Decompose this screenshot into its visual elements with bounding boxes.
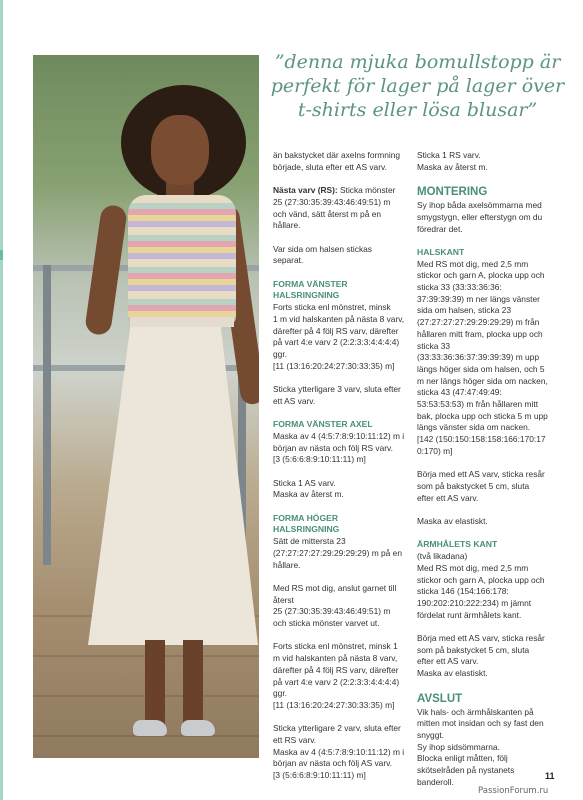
loafer-shoe [181, 720, 215, 736]
paragraph: Börja med ett AS varv, sticka resår som på bakstycket 5 cm, sluta efter ett AS varv. [417, 469, 545, 503]
paragraph: Forts sticka enl mönstret, minsk 1 m vid halskanten på nästa 8 varv, därefter på 4 följ RS varv, därefter på vart 4:e varv 2 (2:2:3:3:4:4:4:4) ggr. [11 (13:16:20:24:27:30:33:35) m] [273, 302, 405, 371]
section-heading: FORMA HÖGER HALSRINGNING [273, 512, 340, 535]
quote-line: t-shirts eller lösa blusar” [297, 99, 538, 121]
paragraph: Sätt de mittersta 23 (27:27:27:27:29:29:29:29) m på en hållare. [273, 536, 402, 570]
section-heading: HALSKANT [417, 246, 465, 257]
watermark: PassionForum.ru [478, 786, 549, 796]
paragraph: Var sida om halsen stickas separat. [273, 243, 372, 266]
paragraph: Sticka 1 AS varv. Maska av återst m. [273, 477, 344, 500]
section-heading: FORMA VÄNSTER HALSRINGNING [273, 278, 348, 301]
page-edge-marker [0, 250, 3, 260]
paragraph: Sy ihop båda axelsömmarna med smygstygn, eller efterstygn om du föredrar det. [417, 200, 543, 234]
paragraph: Nästa varv (RS): Sticka mönster 25 (27:30:35:39:43:46:49:51) m och vänd, sätt återst m på en hållare. [273, 185, 396, 231]
railing-post [43, 265, 51, 565]
paragraph: än bakstycket där axelns formning började, sluta efter ett AS varv. [273, 150, 401, 172]
fair-isle-top [128, 195, 236, 325]
section-heading: FORMA VÄNSTER AXEL [273, 419, 373, 430]
paragraph: Med RS mot dig, med 2,5 mm stickor och garn A, plocka upp och sticka 33 (33:33:36:36: 37:39:39:39) m ner längs vänster sida om halsen, sticka 23 (27:27:27:27:29:29:29:29) m från hållaren mitt fram, plocka upp och sticka 33 (33:33:36:36:37:39:39:39) m upp längs höger sida om halsen, och 5 m ner längs höger sida om nacken, sticka 43 (47:47:49:49: 53:53:53:53) m från hållaren mitt bak, plocka upp och sticka 5 m upp längs vänster sida om nacken. [142 (150:150:158:158:166:170:17 0:170) m] [417, 258, 548, 456]
paragraph: Sticka ytterligare 3 varv, sluta efter ett AS varv. [273, 384, 401, 406]
model-leg [145, 640, 165, 725]
top-ribbed-hem [130, 317, 234, 327]
page-number: 11 [545, 771, 555, 781]
loafer-shoe [133, 720, 167, 736]
text-column-right [417, 150, 553, 800]
model-skirt [88, 325, 258, 645]
section-title: MONTERING [417, 186, 488, 199]
paragraph: (två likadana) Med RS mot dig, med 2,5 mm stickor och garn A, plocka upp och sticka 146 (154:166:178: 190:202:210:222:234) m jämnt fördelat runt ärmhålets kant. [417, 551, 545, 620]
page-edge-stripe [0, 0, 3, 800]
section-heading: ÄRMHÅLETS KANT [417, 539, 498, 550]
paragraph: Maska av 4 (4:5:7:8:9:10:11:12) m i början av nästa och följ RS varv. [3 (5:6:6:8:9:10:11:11) m] [273, 430, 405, 465]
paragraph: Sticka ytterligare 2 varv, sluta efter ett RS varv. Maska av 4 (4:5:7:8:9:10:11:12) m i början av nästa och följ AS varv. [3 (5:6:6:8:9:10:11:11) m] [273, 723, 405, 781]
model-face [151, 115, 209, 185]
row-label: Nästa varv (RS): [273, 185, 338, 196]
text-column-left [273, 150, 407, 794]
quote-line: ”denna mjuka bomullstopp är [274, 51, 561, 73]
quote-line: perfekt för lager på lager över [270, 75, 565, 97]
paragraph: Forts sticka enl mönstret, minsk 1 m vid halskanten på nästa 8 varv, därefter på 4 följ RS varv, därefter på vart 4:e varv 2 (2:2:3:3:4:4:4:4) ggr. [11 (13:16:20:24:27:30:33:35) m] [273, 641, 400, 710]
paragraph: Börja med ett AS varv, sticka resår som på bakstycket 5 cm, sluta efter ett AS varv. Maska av elastiskt. [417, 633, 545, 679]
section-title: AVSLUT [417, 692, 463, 705]
paragraph: Vik hals- och ärmhålskanten på mitten mot insidan och sy fast den snyggt. Sy ihop sidsömmarna. Blocka enligt måtten, följ skötselråden på nystanets banderoll. [417, 706, 544, 787]
model-leg [183, 640, 203, 725]
pull-quote [270, 50, 565, 122]
model-photo [33, 55, 259, 758]
paragraph: Maska av elastiskt. [417, 516, 488, 527]
paragraph: Med RS mot dig, anslut garnet till återst 25 (27:30:35:39:43:46:49:51) m och sticka mönster varvet ut. [273, 582, 397, 628]
paragraph: Sticka 1 RS varv. Maska av återst m. [417, 150, 488, 172]
